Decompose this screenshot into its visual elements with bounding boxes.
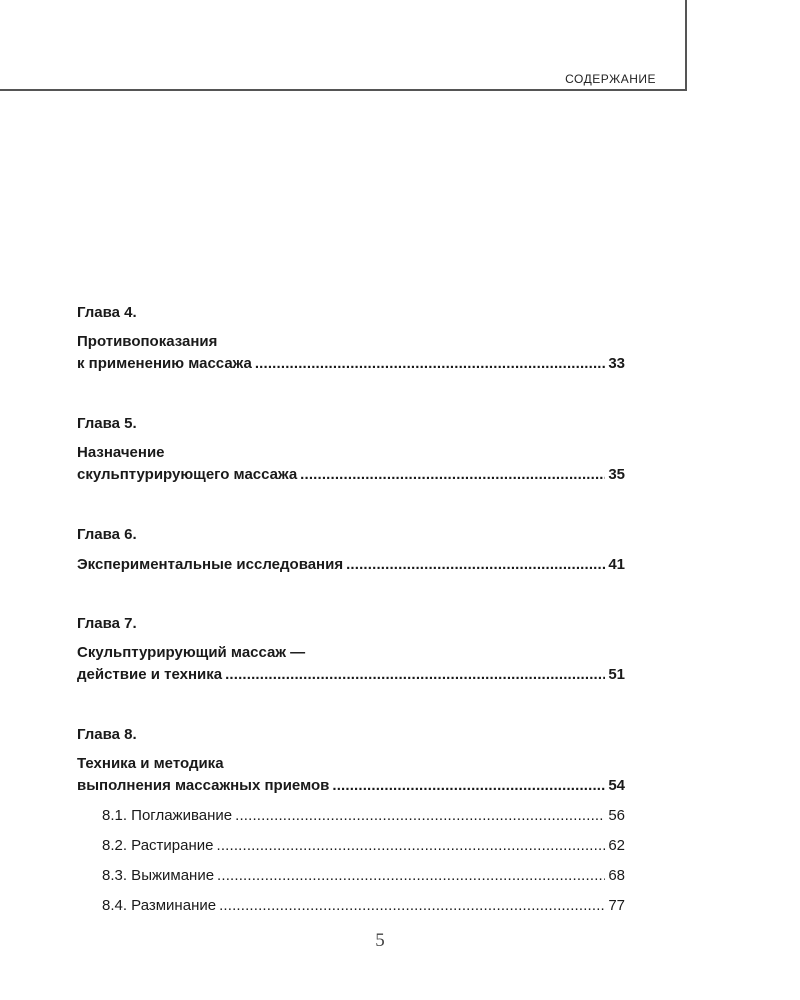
section-title: 8.3. Выжимание: [102, 867, 215, 884]
dot-leader: [216, 836, 605, 856]
chapter-8-page: 54: [608, 777, 625, 794]
section-page: 68: [608, 867, 625, 884]
chapter-7-title-line-1: Скульптурирующий массаж —: [77, 644, 306, 661]
dot-leader: [300, 465, 605, 485]
page-number: 5: [375, 930, 385, 951]
section-page: 62: [608, 837, 625, 854]
chapter-5-page: 35: [608, 466, 625, 483]
section-8-1-entry[interactable]: [102, 806, 625, 826]
chapter-6-entry[interactable]: [77, 555, 625, 575]
chapter-8-label: Глава 8.: [77, 726, 137, 743]
chapter-7-title-line-2: действие и техника: [77, 666, 223, 683]
running-head: СОДЕРЖАНИЕ: [565, 72, 656, 86]
chapter-8-entry[interactable]: [77, 776, 625, 796]
section-title: 8.4. Разминание: [102, 897, 217, 914]
chapter-4-title-line-1: Противопоказания: [77, 333, 218, 350]
section-page: 77: [608, 897, 625, 914]
dot-leader: [332, 776, 605, 796]
chapter-4-title-line-2: к применению массажа: [77, 355, 252, 372]
chapter-5-entry[interactable]: [77, 465, 625, 485]
dot-leader: [217, 866, 605, 886]
chapter-5-title-line-1: Назначение: [77, 444, 165, 461]
section-8-4-entry[interactable]: [102, 896, 625, 916]
chapter-6-page: 41: [608, 556, 625, 573]
section-title: 8.2. Растирание: [102, 837, 214, 854]
chapter-8-title-line-2: выполнения массажных приемов: [77, 777, 330, 794]
section-8-2-entry[interactable]: [102, 836, 625, 856]
dot-leader: [346, 555, 605, 575]
section-title: 8.1. Поглаживание: [102, 807, 233, 824]
chapter-4-entry[interactable]: [77, 354, 625, 374]
dot-leader: [225, 665, 605, 685]
dot-leader: [219, 896, 605, 916]
chapter-6-label: Глава 6.: [77, 526, 137, 543]
chapter-7-entry[interactable]: [77, 665, 625, 685]
chapter-7-page: 51: [608, 666, 625, 683]
section-8-3-entry[interactable]: [102, 866, 625, 886]
chapter-5-label: Глава 5.: [77, 415, 137, 432]
chapter-8-title-line-1: Техника и методика: [77, 755, 224, 772]
chapter-6-title: Экспериментальные исследования: [77, 556, 344, 573]
chapter-4-page: 33: [608, 355, 625, 372]
chapter-5-title-line-2: скульптурирующего массажа: [77, 466, 298, 483]
chapter-4-label: Глава 4.: [77, 304, 137, 321]
dot-leader: [255, 354, 605, 374]
dot-leader: [235, 806, 605, 826]
section-page: 56: [608, 807, 625, 824]
chapter-7-label: Глава 7.: [77, 615, 137, 632]
